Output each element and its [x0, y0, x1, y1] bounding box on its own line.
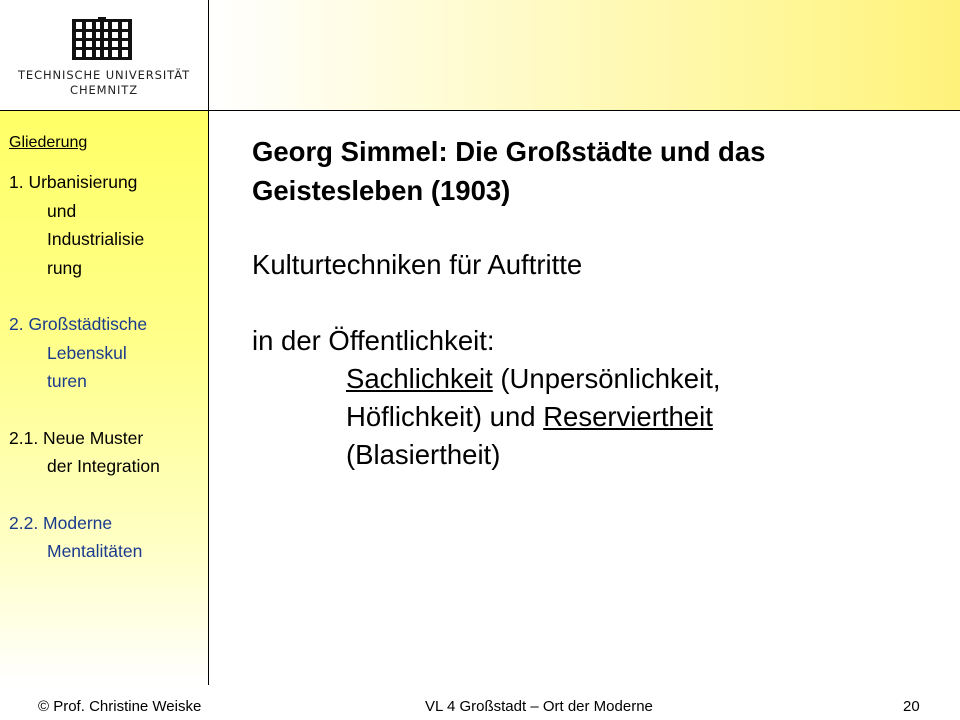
outline-item-line: 2.2. Moderne	[9, 512, 113, 533]
body-line-oeffentlichkeit: in der Öffentlichkeit:	[252, 325, 495, 356]
footer-author: © Prof. Christine Weiske	[38, 698, 202, 715]
slide-title	[252, 132, 932, 210]
slide-title-line1: Georg Simmel: Die Großstädte und das	[252, 136, 766, 167]
outline-item-line: und	[47, 200, 77, 221]
horizontal-divider	[0, 110, 960, 111]
term-sachlichkeit-gloss: (Unpersönlichkeit,	[492, 363, 721, 394]
university-logo	[0, 0, 208, 110]
footer-lecture-title: VL 4 Großstadt – Ort der Moderne	[425, 698, 653, 715]
header-band	[210, 0, 960, 110]
outline-item-line: Industrialisie	[47, 229, 145, 249]
logo-text-line2: CHEMNITZ	[70, 83, 138, 97]
outline-item-neue-muster	[9, 424, 205, 481]
term-reserviertheit: Reserviertheit	[543, 401, 713, 432]
outline-heading: Gliederung	[9, 134, 88, 151]
outline-item-lebenskulturen	[9, 310, 205, 396]
body-line-blasiertheit: (Blasiertheit)	[346, 439, 501, 470]
term-sachlichkeit: Sachlichkeit	[346, 363, 493, 394]
outline-item-line: 2.1. Neue Muster	[9, 427, 144, 448]
outline-item-line: Mentalitäten	[47, 541, 143, 561]
outline-item-urbanisierung	[9, 168, 205, 282]
outline-item-line: 2. Großstädtische	[9, 314, 148, 334]
outline-sidebar	[9, 132, 205, 594]
outline-item-line: Lebenskul	[47, 342, 127, 363]
body-line-kulturtechniken: Kulturtechniken für Auftritte	[252, 249, 583, 280]
outline-item-line: der Integration	[47, 456, 160, 476]
logo-text-line1: TECHNISCHE UNIVERSITÄT	[17, 68, 191, 82]
body-line-hoeflichkeit: Höflichkeit) und	[346, 401, 544, 432]
body-line-reserviertheit	[252, 398, 932, 436]
slide-body	[252, 246, 932, 474]
university-building-icon	[70, 17, 134, 61]
footer-page-number: 20	[903, 698, 920, 715]
body-line-sachlichkeit	[252, 360, 932, 398]
outline-item-moderne-mentalitaeten	[9, 509, 205, 566]
paragraph-spacer	[252, 284, 932, 322]
slide-title-line2: Geistesleben (1903)	[252, 175, 511, 206]
outline-item-line: turen	[47, 371, 87, 391]
vertical-divider	[208, 0, 209, 685]
outline-item-line: rung	[47, 257, 83, 278]
outline-item-line: 1. Urbanisierung	[9, 172, 138, 192]
